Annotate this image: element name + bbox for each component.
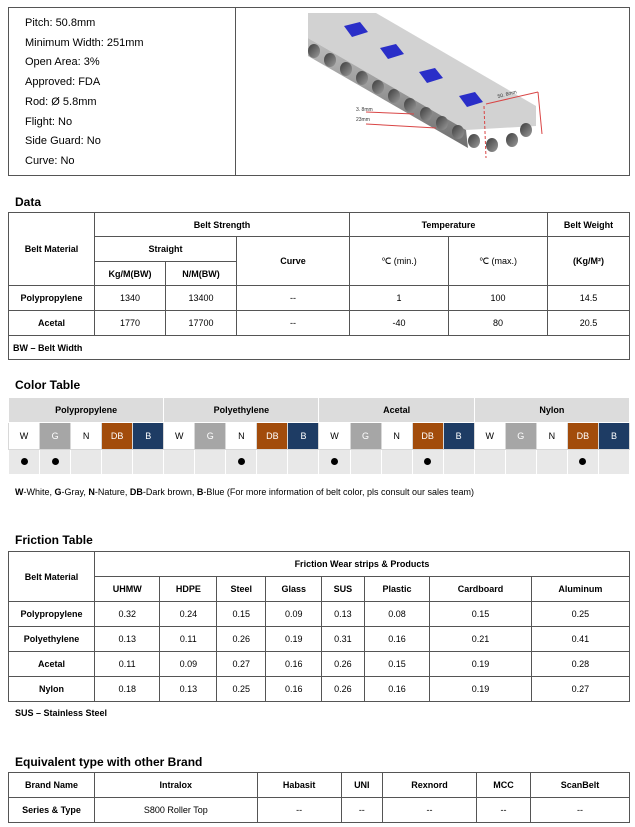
color-code-w: W	[319, 423, 350, 450]
color-code-db: DB	[257, 423, 288, 450]
color-availability-cell	[536, 450, 567, 475]
spec-line: Rod: Ø 5.8mm	[25, 95, 97, 108]
color-availability-cell	[71, 450, 102, 475]
legend-code-db: DB	[129, 487, 143, 497]
color-code-g: G	[195, 423, 226, 450]
friction-cell-value: 0.19	[430, 677, 532, 702]
dimension-label-width: 50. 8mm	[497, 89, 518, 100]
color-code-b: B	[598, 423, 629, 450]
color-availability-cell	[412, 450, 443, 475]
spec-table	[8, 7, 630, 176]
color-availability-cell	[319, 450, 350, 475]
color-code-n: N	[226, 423, 257, 450]
friction-cell-value: 0.27	[217, 652, 266, 677]
dimension-label-rod: 3. 8mm	[356, 107, 373, 113]
color-code-db: DB	[102, 423, 133, 450]
color-availability-cell	[443, 450, 474, 475]
data-row	[9, 311, 630, 336]
color-group-header: Polypropylene	[9, 398, 164, 423]
friction-column-header: Aluminum	[531, 577, 629, 602]
data-cell-kgm: 1770	[95, 311, 166, 336]
friction-cell-value: 0.15	[364, 652, 430, 677]
color-availability-cell	[102, 450, 133, 475]
color-availability-cell	[164, 450, 195, 475]
data-cell-tmin: 1	[350, 286, 449, 311]
brand-row-cell: S800 Roller Top	[95, 798, 258, 823]
friction-cell-value: 0.25	[531, 602, 629, 627]
friction-header-group: Friction Wear strips & Products	[95, 552, 630, 577]
color-availability-cell	[474, 450, 505, 475]
data-cell-tmax: 100	[449, 286, 548, 311]
brand-row-cell: --	[341, 798, 382, 823]
color-code-g: G	[40, 423, 71, 450]
friction-cell-value: 0.26	[217, 627, 266, 652]
color-availability-cell	[598, 450, 629, 475]
friction-cell-value: 0.31	[322, 627, 365, 652]
friction-table	[8, 551, 630, 702]
brand-row-cell: --	[477, 798, 531, 823]
brand-row-cell: --	[257, 798, 341, 823]
friction-cell-value: 0.11	[95, 652, 160, 677]
color-code-b: B	[133, 423, 164, 450]
color-availability-cell	[133, 450, 164, 475]
data-header-nm: N/M(BW)	[166, 262, 237, 286]
color-code-w: W	[474, 423, 505, 450]
spec-line: Approved: FDA	[25, 76, 101, 89]
color-availability-cell	[567, 450, 598, 475]
friction-cell-value: 0.13	[95, 627, 160, 652]
friction-cell-value: 0.15	[430, 602, 532, 627]
color-availability-cell	[9, 450, 40, 475]
legend-code-n: N	[88, 487, 95, 497]
friction-cell-value: 0.16	[266, 677, 322, 702]
friction-column-header: HDPE	[160, 577, 217, 602]
friction-cell-value: 0.26	[322, 652, 365, 677]
friction-cell-value: 0.15	[217, 602, 266, 627]
legend-text-db: -Dark brown,	[142, 487, 197, 497]
color-table	[8, 397, 630, 475]
spec-line: Curve: No	[25, 154, 75, 167]
legend-text-b: -Blue (For more information of belt color, pls consult our sales team)	[203, 487, 475, 497]
brand-header-cell: UNI	[341, 773, 382, 798]
color-section-title: Color Table	[15, 378, 81, 392]
belt-illustration	[236, 8, 630, 177]
friction-cell-material: Acetal	[9, 652, 95, 677]
color-code-w: W	[9, 423, 40, 450]
color-code-b: B	[443, 423, 474, 450]
data-header-straight: Straight	[95, 237, 237, 262]
data-cell-nm: 17700	[166, 311, 237, 336]
data-cell-kgm: 1340	[95, 286, 166, 311]
friction-cell-value: 0.13	[160, 677, 217, 702]
data-footnote: BW – Belt Width	[9, 336, 630, 360]
friction-cell-value: 0.21	[430, 627, 532, 652]
brand-section-title: Equivalent type with other Brand	[15, 755, 203, 769]
color-code-b: B	[288, 423, 319, 450]
color-code-n: N	[71, 423, 102, 450]
friction-cell-value: 0.16	[266, 652, 322, 677]
friction-cell-value: 0.09	[160, 652, 217, 677]
brand-row-cell: --	[383, 798, 477, 823]
availability-dot-icon	[21, 458, 28, 465]
data-cell-tmax: 80	[449, 311, 548, 336]
data-cell-weight: 20.5	[548, 311, 630, 336]
color-code-g: G	[505, 423, 536, 450]
brand-row-cell: Series & Type	[9, 798, 95, 823]
data-header-tmax: ℃ (max.)	[449, 237, 548, 286]
brand-table	[8, 772, 630, 823]
availability-dot-icon	[52, 458, 59, 465]
legend-text-n: -Nature,	[94, 487, 130, 497]
availability-dot-icon	[579, 458, 586, 465]
friction-cell-value: 0.11	[160, 627, 217, 652]
availability-dot-icon	[424, 458, 431, 465]
color-availability-cell	[505, 450, 536, 475]
data-header-material: Belt Material	[9, 213, 95, 286]
friction-column-header: Plastic	[364, 577, 430, 602]
data-header-tmin: ℃ (min.)	[350, 237, 449, 286]
friction-row	[9, 627, 630, 652]
friction-cell-value: 0.16	[364, 677, 430, 702]
data-header-belt-weight: Belt Weight	[548, 213, 630, 237]
spec-line: Pitch: 50.8mm	[25, 17, 96, 29]
brand-row-cell: --	[530, 798, 629, 823]
brand-header-cell: Habasit	[257, 773, 341, 798]
friction-header-material: Belt Material	[9, 552, 95, 602]
friction-column-header: Cardboard	[430, 577, 532, 602]
friction-cell-value: 0.25	[217, 677, 266, 702]
friction-cell-value: 0.24	[160, 602, 217, 627]
friction-cell-value: 0.26	[322, 677, 365, 702]
friction-row	[9, 602, 630, 627]
color-availability-cell	[288, 450, 319, 475]
brand-header-cell: ScanBelt	[530, 773, 629, 798]
data-header-weight-unit: (Kg/M²)	[548, 237, 630, 286]
legend-code-b: B	[196, 487, 204, 497]
belt-image-cell	[236, 8, 630, 176]
friction-cell-material: Nylon	[9, 677, 95, 702]
data-table	[8, 212, 630, 360]
color-code-db: DB	[567, 423, 598, 450]
data-cell-material: Polypropylene	[9, 286, 95, 311]
friction-column-header: Glass	[266, 577, 322, 602]
data-cell-weight: 14.5	[548, 286, 630, 311]
data-header-temperature: Temperature	[350, 213, 548, 237]
color-code-n: N	[536, 423, 567, 450]
color-code-db: DB	[412, 423, 443, 450]
color-availability-cell	[226, 450, 257, 475]
friction-cell-value: 0.27	[531, 677, 629, 702]
data-header-belt-strength: Belt Strength	[95, 213, 350, 237]
friction-cell-material: Polypropylene	[9, 602, 95, 627]
spec-line: Open Area: 3%	[25, 56, 100, 69]
friction-column-header: UHMW	[95, 577, 160, 602]
spec-lines-cell	[9, 8, 236, 176]
friction-cell-value: 0.32	[95, 602, 160, 627]
color-code-n: N	[381, 423, 412, 450]
legend-code-g: G	[54, 487, 62, 497]
color-availability-cell	[350, 450, 381, 475]
spec-line: Minimum Width: 251mm	[25, 36, 144, 49]
friction-cell-value: 0.41	[531, 627, 629, 652]
data-cell-curve: --	[237, 286, 350, 311]
color-code-g: G	[350, 423, 381, 450]
color-code-w: W	[164, 423, 195, 450]
color-group-header: Acetal	[319, 398, 474, 423]
friction-cell-material: Polyethylene	[9, 627, 95, 652]
spec-line: Side Guard: No	[25, 135, 101, 148]
friction-row	[9, 677, 630, 702]
color-group-header: Polyethylene	[164, 398, 319, 423]
data-cell-nm: 13400	[166, 286, 237, 311]
brand-header-cell: MCC	[477, 773, 531, 798]
color-availability-cell	[195, 450, 226, 475]
legend-code-w: W	[15, 487, 24, 497]
color-group-header: Nylon	[474, 398, 629, 423]
friction-cell-value: 0.19	[430, 652, 532, 677]
friction-footnote: SUS – Stainless Steel	[15, 708, 108, 718]
friction-cell-value: 0.13	[322, 602, 365, 627]
color-availability-cell	[40, 450, 71, 475]
data-header-kgm: Kg/M(BW)	[95, 262, 166, 286]
friction-cell-value: 0.16	[364, 627, 430, 652]
availability-dot-icon	[238, 458, 245, 465]
spec-line: Flight: No	[25, 115, 73, 128]
friction-cell-value: 0.18	[95, 677, 160, 702]
friction-cell-value: 0.28	[531, 652, 629, 677]
friction-cell-value: 0.08	[364, 602, 430, 627]
color-legend	[15, 487, 474, 497]
data-cell-curve: --	[237, 311, 350, 336]
color-availability-cell	[257, 450, 288, 475]
brand-header-cell: Brand Name	[9, 773, 95, 798]
color-availability-cell	[381, 450, 412, 475]
dimension-label-height: 23mm	[356, 117, 370, 123]
data-row	[9, 286, 630, 311]
spec-lines	[9, 8, 235, 172]
brand-header-cell: Rexnord	[383, 773, 477, 798]
data-header-curve: Curve	[237, 237, 350, 286]
legend-text-g: -Gray,	[61, 487, 89, 497]
data-cell-material: Acetal	[9, 311, 95, 336]
friction-column-header: Steel	[217, 577, 266, 602]
friction-column-header: SUS	[322, 577, 365, 602]
legend-text-w: -White,	[23, 487, 55, 497]
data-section-title: Data	[15, 195, 42, 209]
friction-cell-value: 0.09	[266, 602, 322, 627]
friction-section-title: Friction Table	[15, 533, 93, 547]
data-cell-tmin: -40	[350, 311, 449, 336]
brand-header-cell: Intralox	[95, 773, 258, 798]
availability-dot-icon	[331, 458, 338, 465]
friction-cell-value: 0.19	[266, 627, 322, 652]
friction-row	[9, 652, 630, 677]
